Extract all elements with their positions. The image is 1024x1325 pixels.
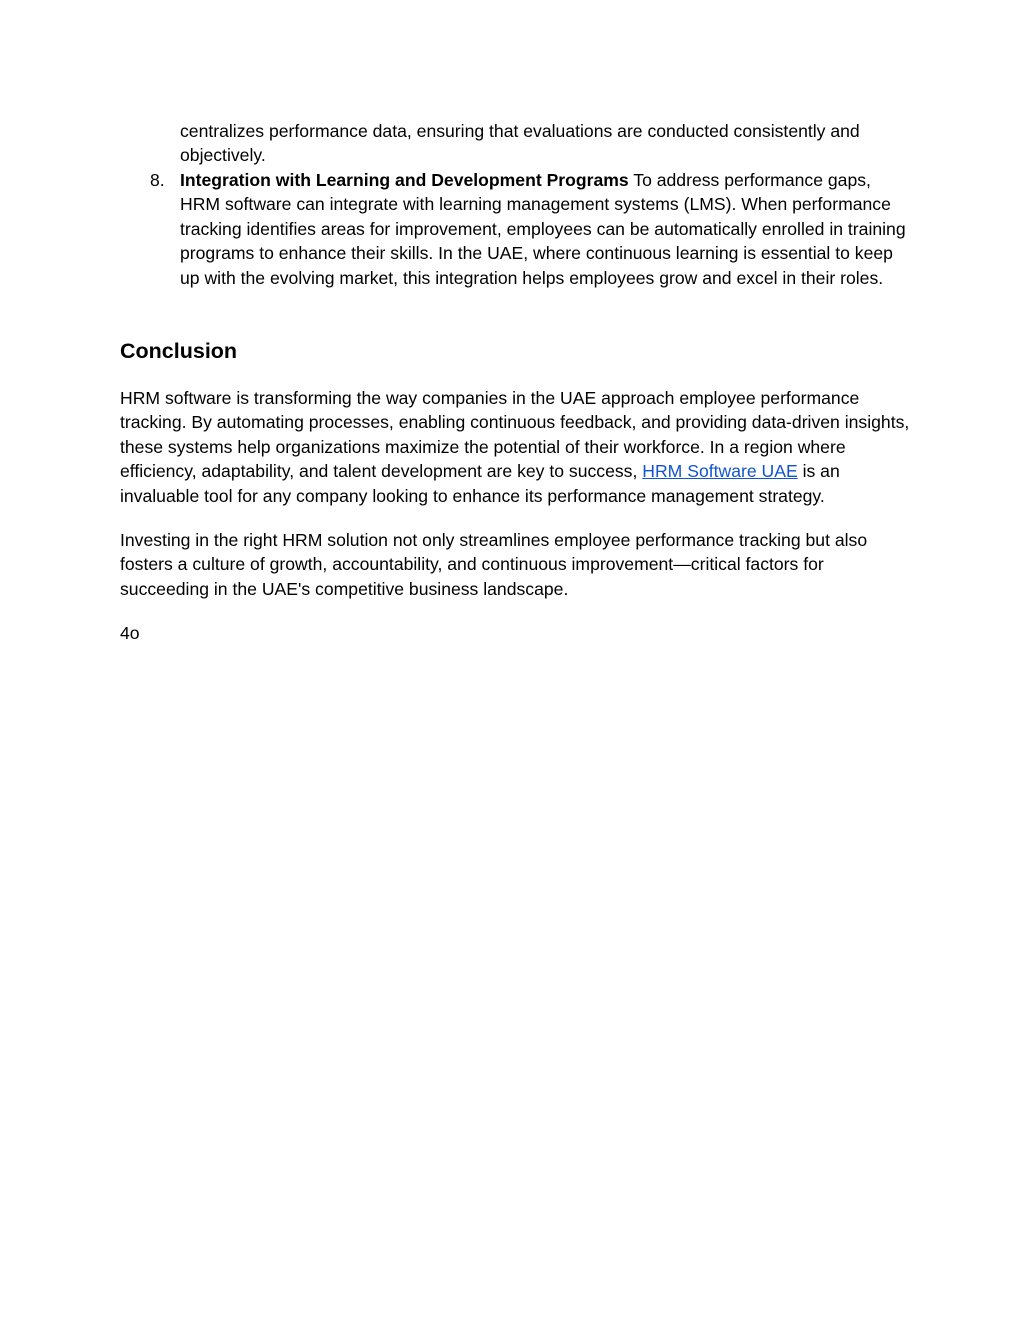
list-item-description: To address performance gaps, HRM software can integrate with learning management systems (LMS). When performance tracking identifies areas for improvement, employees can be automatically enrolled in training programs to enhance their skills. In the UAE, where continuous learning is essential to keep up with the evolving market, this integration helps employees grow and excel in their roles. <box>180 170 906 288</box>
hrm-software-uae-link[interactable]: HRM Software UAE <box>642 461 798 482</box>
conclusion-paragraph-1 <box>120 386 910 508</box>
trailing-text: 4o <box>120 623 140 643</box>
conclusion-paragraph-1-end: is an invaluable tool for any company looking to enhance its performance management strategy. <box>120 461 840 506</box>
list-item-body <box>180 168 910 290</box>
list-item-title: Integration with Learning and Development Programs <box>180 170 629 190</box>
list-continuation-text: centralizes performance data, ensuring that evaluations are conducted consistently and objectively. <box>180 121 860 166</box>
conclusion-paragraph-2: Investing in the right HRM solution not only streamlines employee performance tracking but also fosters a culture of growth, accountability, and continuous improvement—critical factors for succeeding in the UAE's competitive business landscape. <box>120 530 868 599</box>
conclusion-paragraph-1-start: HRM software is transforming the way companies in the UAE approach employee performance tracking. By automating processes, enabling continuous feedback, and providing data-driven insights, these systems help organizations maximize the potential of their workforce. In a region where efficiency, adaptability, and talent development are key to success, <box>120 388 910 482</box>
list-item-number: 8. <box>150 170 165 190</box>
conclusion-heading: Conclusion <box>120 339 238 363</box>
